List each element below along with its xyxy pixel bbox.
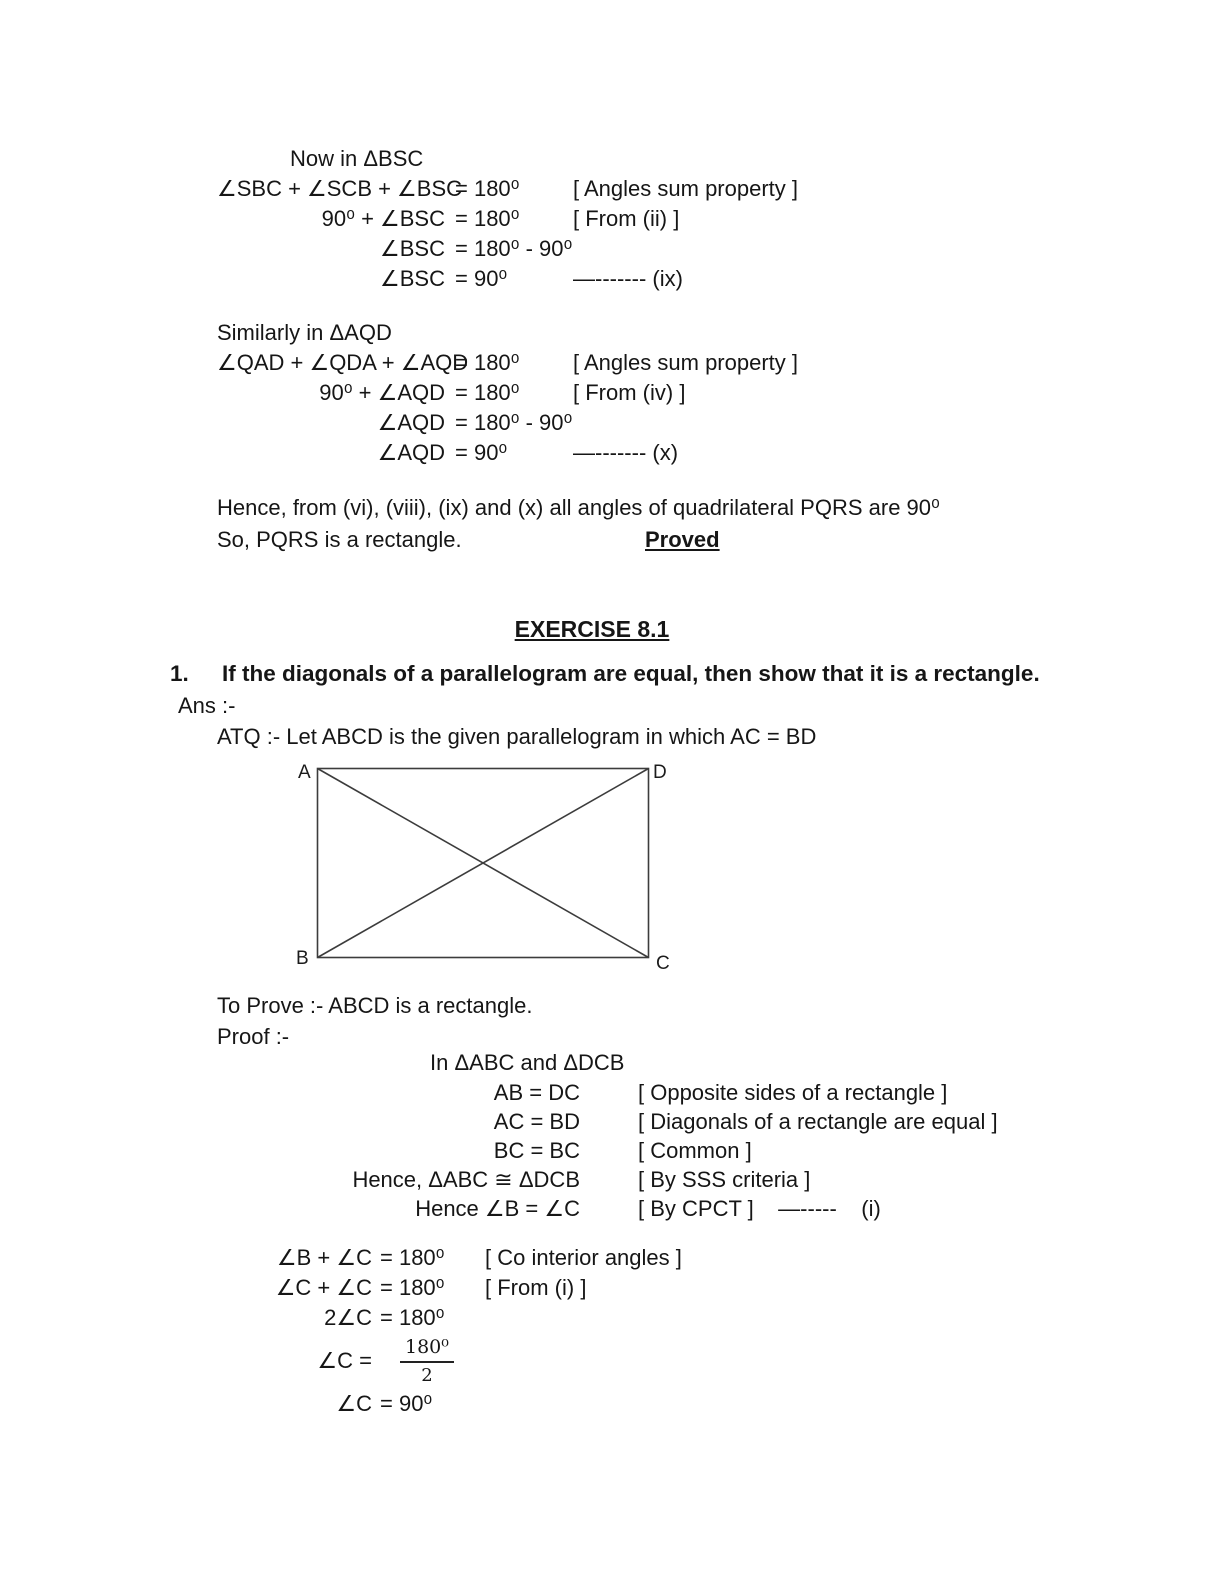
proof-reason: [ Opposite sides of a rectangle ] (638, 1080, 948, 1105)
equation-lhs: ∠AQD (377, 410, 445, 435)
exercise-title-text: EXERCISE 8.1 (514, 616, 670, 642)
proof-row (217, 1136, 998, 1165)
proved-label: Proved (645, 527, 720, 552)
equation-row (217, 408, 798, 438)
equation-rhs: = 180⁰ - 90⁰ (455, 410, 573, 435)
equation-rhs: = 90⁰ (455, 266, 508, 291)
equation-rhs: = 180⁰ (455, 350, 520, 375)
section-heading: Now in ΔBSC (290, 146, 424, 171)
equation-lhs: ∠QAD + ∠QDA + ∠AQD (217, 350, 469, 375)
equation-rhs: = 90⁰ (380, 1391, 433, 1416)
answer-label: Ans :- (178, 693, 236, 718)
atq-line: ATQ :- Let ABCD is the given parallelogram in which AC = BD (217, 724, 817, 749)
fraction-numerator: 180⁰ (400, 1338, 454, 1363)
proof-block (217, 1048, 998, 1223)
equation-rhs: = 180⁰ (455, 206, 520, 231)
proof-reason: [ Diagonals of a rectangle are equal ] (638, 1109, 998, 1134)
proof-row (217, 1107, 998, 1136)
equation-note: [ Angles sum property ] (573, 176, 798, 201)
section-triangle-aqd (217, 318, 798, 468)
conclusion-line: Hence, from (vi), (viii), (ix) and (x) all angles of quadrilateral PQRS are 90⁰ (217, 495, 940, 520)
equation-reference: —------- (x) (573, 440, 679, 465)
equation-rhs: = 180⁰ (380, 1245, 445, 1270)
rectangle-diagram (292, 750, 692, 978)
equation-lhs: ∠BSC (380, 266, 445, 291)
proof-statement: AB = DC (493, 1080, 580, 1105)
vertex-label-a: A (298, 762, 311, 783)
fraction (400, 1335, 454, 1386)
equation-lhs: ∠BSC (380, 236, 445, 261)
proof-statement: AC = BD (493, 1109, 580, 1134)
proof-reference: —----- (i) (753, 1196, 881, 1221)
equation-note: [ From (i) ] (485, 1275, 587, 1300)
equation-rhs: = 180⁰ (380, 1275, 445, 1300)
equation-lhs: 90⁰ + ∠BSC (321, 206, 445, 231)
equation-row (217, 1303, 682, 1333)
equation-note: [ Angles sum property ] (573, 350, 798, 375)
proof-statement: Hence ∠B = ∠C (415, 1196, 580, 1221)
proof-reason: [ By CPCT ] (638, 1196, 754, 1221)
equation-row (217, 1243, 682, 1273)
equation-reference: —------- (ix) (573, 266, 683, 291)
equation-lhs: ∠C (336, 1391, 372, 1416)
equation-row (217, 264, 798, 294)
equation-lhs: ∠SBC + ∠SCB + ∠BSC (217, 176, 463, 201)
proof-row (217, 1194, 998, 1223)
conclusion-text: So, PQRS is a rectangle. (217, 527, 462, 552)
equation-note: [ From (iv) ] (573, 380, 686, 405)
equation-lhs: ∠AQD (377, 440, 445, 465)
equation-row (217, 234, 798, 264)
equation-lhs: 90⁰ + ∠AQD (319, 380, 445, 405)
equation-row (217, 1273, 682, 1303)
to-prove-line: To Prove :- ABCD is a rectangle. (217, 993, 533, 1018)
proof-row (217, 1165, 998, 1194)
equation-note: [ From (ii) ] (573, 206, 680, 231)
question-text: If the diagonals of a parallelogram are equal, then show that it is a rectangle. (222, 661, 1040, 686)
equation-note: [ Co interior angles ] (485, 1245, 682, 1270)
proof-row (217, 1078, 998, 1107)
equation-lhs: ∠B + ∠C (276, 1245, 372, 1270)
proof-statement: Hence, ΔABC ≅ ΔDCB (352, 1167, 580, 1192)
equation-rhs: = 180⁰ (455, 176, 520, 201)
equation-row (217, 348, 798, 378)
proof-label: Proof :- (217, 1024, 290, 1049)
equation-row (217, 378, 798, 408)
question-number: 1. (170, 661, 189, 686)
equation-lhs: ∠C = (317, 1348, 372, 1373)
conclusion-line (217, 524, 940, 556)
question-1 (170, 661, 1040, 687)
section-heading: Similarly in ΔAQD (217, 320, 392, 345)
final-equations-block (217, 1243, 682, 1419)
vertex-label-c: C (656, 953, 670, 974)
equation-rhs: = 90⁰ (455, 440, 508, 465)
vertex-label-b: B (296, 948, 309, 969)
equation-lhs: ∠C + ∠C (275, 1275, 372, 1300)
proof-statement: BC = BC (493, 1138, 580, 1163)
fraction-denominator: 2 (421, 1364, 433, 1386)
section-triangle-bsc (217, 144, 798, 294)
proof-reason: [ Common ] (638, 1138, 752, 1163)
equation-row (217, 1389, 682, 1419)
figure-rectangle-abcd (292, 750, 692, 978)
proof-reason: [ By SSS criteria ] (638, 1167, 811, 1192)
equation-rhs: = 180⁰ (455, 380, 520, 405)
conclusion-block (217, 492, 940, 556)
exercise-title (0, 616, 1204, 643)
equation-row (217, 438, 798, 468)
vertex-label-d: D (653, 762, 667, 783)
equation-lhs: 2∠C (324, 1305, 372, 1330)
equation-row (217, 174, 798, 204)
fraction-equation-row (217, 1333, 682, 1389)
equation-rhs: = 180⁰ - 90⁰ (455, 236, 573, 261)
equation-row (217, 204, 798, 234)
proof-intro: In ΔABC and ΔDCB (430, 1050, 625, 1075)
equation-rhs: = 180⁰ (380, 1305, 445, 1330)
